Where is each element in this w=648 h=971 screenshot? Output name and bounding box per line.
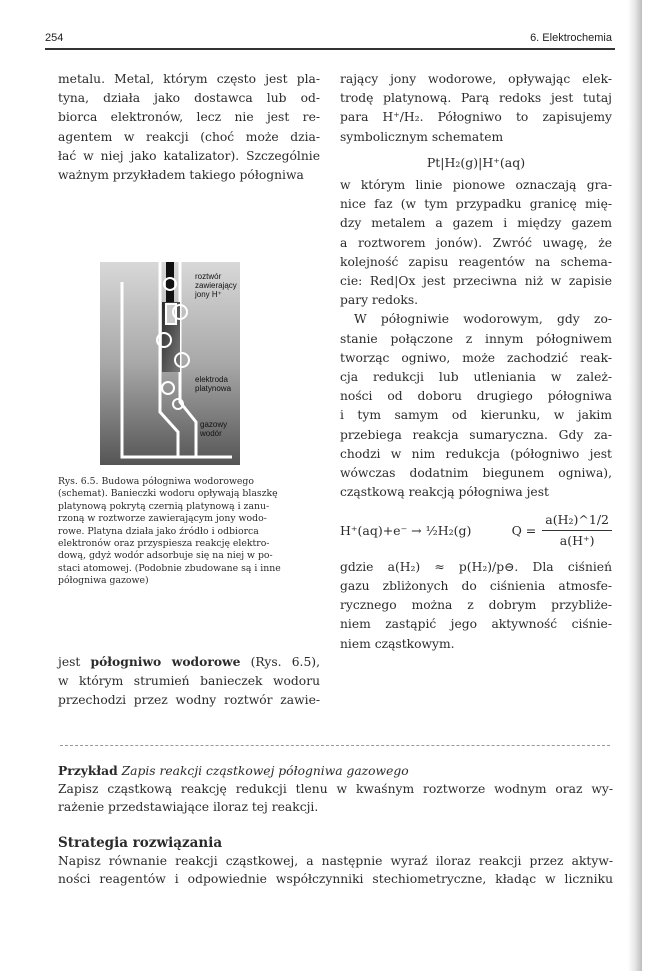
chapter-title: 6. Elektrochemia [530, 32, 612, 44]
quotient-numerator: a(H₂)^1/2 [542, 510, 612, 530]
page-number: 254 [45, 32, 64, 44]
text-line: rycznego można z dobrym przybliże- [340, 598, 612, 613]
text-line: przebiega reakcja sumaryczna. Gdy za- [340, 427, 612, 442]
text-line: gazu zbliżonych do ciśnienia atmosfe- [340, 579, 612, 594]
text-line: biorca elektronów, lecz nie jest re- [58, 110, 320, 125]
label-gas: gazowy wodór [200, 420, 228, 438]
text-line: rażenie przedstawiające iloraz tej reakcji. [58, 800, 319, 814]
reaction-equation [340, 510, 612, 549]
example-box [58, 762, 613, 888]
reaction-quotient [512, 510, 612, 549]
right-column-text [340, 70, 612, 654]
caption-line: elektronów oraz przyspiesza reakcję elektro- [58, 538, 270, 550]
caption-line: półogniwa gazowe) [58, 575, 149, 587]
half-reaction: H⁺(aq)+e⁻ → ½H₂(g) [340, 522, 472, 538]
text-line: a roztworem jonów). Zwróć uwagę, że [340, 235, 612, 250]
left-column-bottom-text [58, 652, 320, 711]
text-line: tworząc ogniwo, może zachodzić reak- [340, 350, 612, 365]
text-line: tyna, działa jako dostawca lub od- [58, 91, 320, 106]
text-line: cie: Red|Ox jest przeciwna niż w zapisie [340, 274, 612, 289]
caption-line: rowe. Platyna działa jako źródło i odbiorca [58, 525, 259, 537]
text-line: ności od doboru drugiego półogniwa [340, 389, 612, 404]
text-line: ności reagentów i odpowiednie współczynniki stechiometryczne, kładąc w liczniku [58, 872, 613, 886]
figure-caption [58, 476, 320, 588]
text-line: cząstkową reakcją półogniwa jest [340, 485, 549, 500]
text-line: rający jony wodorowe, opływając elek- [340, 72, 612, 86]
quotient-denominator: a(H⁺) [559, 532, 595, 548]
quotient-label: Q = [511, 522, 537, 538]
example-label: Przykład [58, 763, 118, 778]
text-line: niem cząstkowym. [340, 636, 455, 651]
strategy-heading: Strategia rozwiązania [58, 835, 223, 851]
text-line: pary redoks. [340, 293, 419, 308]
text-line: agentem w reakcji (choć może dzia- [58, 129, 320, 144]
text-line: trodę platynową. Parą redoks jest tutaj [340, 91, 612, 106]
text-line: wówczas dodatnim biegunem ogniwa), [340, 466, 612, 481]
caption-line: dową, gdyż wodór adsorbuje się na niej w po- [58, 550, 273, 562]
example-heading [58, 762, 613, 780]
page-edge-shadow [628, 0, 642, 971]
text-line: kolejność zapisu reagentów na schema- [340, 254, 612, 269]
quotient-fraction [542, 510, 612, 549]
half-cell-schema: Pt|H₂(g)|H⁺(aq) [426, 154, 526, 170]
text-line: nice faz (w tym przypadku granicę mię- [340, 197, 612, 212]
text-line: dzy metalem a gazem i między gazem [340, 216, 612, 231]
caption-line: Rys. 6.5. Budowa półogniwa wodorowego [58, 476, 254, 487]
caption-line: staci atomowej. (Podobnie zbudowane są i inne [58, 562, 281, 574]
text-line: przechodzi przez wodny roztwór zawie- [58, 693, 320, 708]
text-line: stanie połączone z innym półogniwem [340, 331, 612, 346]
term-highlight: półogniwo wodorowe [90, 654, 241, 669]
text-line: cja redukcji lub utleniania w zależ- [340, 370, 612, 385]
caption-line: platynową pokrytą czernią platynową i zanu- [58, 500, 270, 512]
label-solution: roztwór zawierający jony H⁺ [195, 272, 237, 299]
caption-line: rzoną w roztworze zawierającym jony wodo- [58, 513, 267, 525]
hydrogen-electrode-figure [100, 262, 240, 465]
left-column-text [58, 70, 320, 185]
label-electrode: elektroda platynowa [195, 375, 232, 393]
text-line: jest półogniwo wodorowe (Rys. 6.5), [58, 654, 320, 669]
text-line: W półogniwie wodorowym, gdy zo- [354, 312, 612, 327]
section-divider [60, 745, 610, 746]
header-rule [45, 48, 615, 50]
text-line: niem zastąpić jego aktywność ciśnie- [340, 617, 612, 632]
caption-line: (schemat). Banieczki wodoru opływają blaszkę [58, 488, 278, 500]
text-line: para H⁺/H₂. Półogniwo to zapisujemy [340, 110, 612, 125]
text-line: chodzi w nim redukcja (półogniwo jest [340, 446, 612, 461]
example-title: Zapis reakcji cząstkowej półogniwa gazowego [121, 764, 409, 778]
text-line: Napisz równanie reakcji cząstkowej, a następnie wyraź iloraz reakcji przez aktyw- [58, 854, 613, 868]
text-line: Zapisz cząstkową reakcję redukcji tlenu w kwaśnym roztworze wodnym oraz wy- [58, 782, 613, 796]
text-line: w którym strumień banieczek wodoru [58, 674, 320, 689]
text-line: w którym linie pionowe oznaczają gra- [340, 178, 612, 193]
text-line: symbolicznym schematem [340, 129, 504, 144]
text-line: ważnym przykładem takiego półogniwa [58, 168, 304, 183]
text-line: gdzie a(H₂) ≈ p(H₂)/p⊖. Dla ciśnień [340, 559, 612, 574]
text-line: metalu. Metal, którym często jest pla- [58, 72, 320, 86]
text-line: łać w niej jako katalizator). Szczególnie [58, 148, 320, 163]
text-line: i tym samym od kierunku, w jakim [340, 408, 612, 423]
